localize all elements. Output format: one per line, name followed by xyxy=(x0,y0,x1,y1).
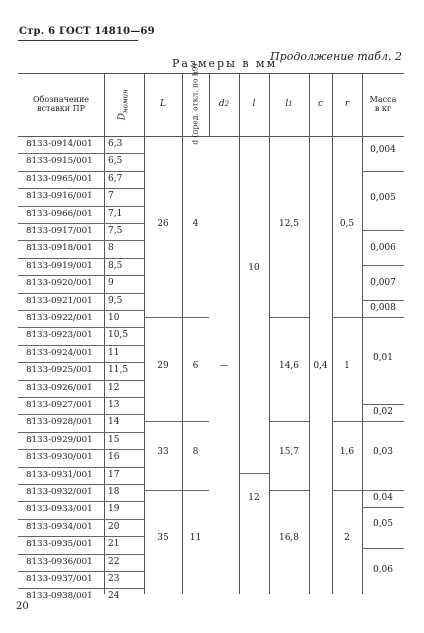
dnom-value: 23 xyxy=(108,574,120,584)
L-value: 33 xyxy=(157,447,169,457)
dnom-value: 15 xyxy=(108,434,120,445)
group-rule xyxy=(144,317,209,318)
designation-cell: 8133-0934/001 xyxy=(26,521,93,532)
col-header-l1: l 1 xyxy=(285,98,293,109)
c-value: 0,4 xyxy=(313,361,328,371)
L-value: 26 xyxy=(157,219,169,229)
designation-cell: 8133-0925/001 xyxy=(26,365,93,376)
designation-cell: 8133-0965/001 xyxy=(26,173,93,184)
designation-cell: 8133-0919/001 xyxy=(26,260,93,271)
designation-cell: 8133-0936/001 xyxy=(26,556,93,567)
mass-rule xyxy=(362,507,404,508)
dnom-cell xyxy=(106,501,142,518)
mass-value: 0,04 xyxy=(372,493,394,503)
mass-rule xyxy=(362,404,404,405)
d-value: 4 xyxy=(192,219,199,229)
dnom-cell xyxy=(106,380,142,397)
mass-value: 0,005 xyxy=(370,193,396,203)
designation-cell: 8133-0935/001 xyxy=(26,539,93,550)
d-value: 8 xyxy=(192,447,199,457)
page-header: Стр. 6 ГОСТ 14810—69 xyxy=(19,26,155,37)
group-rule xyxy=(239,473,269,474)
dnom-cell xyxy=(106,171,142,188)
designation-cell: 8133-0915/001 xyxy=(26,156,93,167)
designation-cell: 8133-0923/001 xyxy=(26,330,93,341)
dnom-value: 22 xyxy=(108,556,120,567)
col-divider xyxy=(332,73,333,594)
dnom-value: 6,7 xyxy=(108,173,123,184)
group-rule xyxy=(269,490,309,491)
designation-cell: 8133-0926/001 xyxy=(26,382,93,393)
dnom-cell xyxy=(106,188,142,205)
d2-value: — xyxy=(219,361,229,371)
col-divider xyxy=(104,73,105,594)
col-header-dnom: $D_{номин}$ xyxy=(117,89,130,120)
col-header-c: c xyxy=(317,98,324,109)
dnom-cell xyxy=(106,554,142,571)
mass-value: 0,06 xyxy=(372,565,394,575)
dnom-cell xyxy=(106,484,142,501)
l1-value: 14,6 xyxy=(278,361,300,371)
dnom-cell xyxy=(106,414,142,431)
dnom-cell xyxy=(106,571,142,588)
group-rule xyxy=(269,421,309,422)
dnom-value: 21 xyxy=(108,539,120,550)
l1-value: 15,7 xyxy=(278,447,300,457)
group-rule xyxy=(332,421,362,422)
designation-cell: 8133-0914/001 xyxy=(26,139,93,149)
l1-value: 16,8 xyxy=(278,533,300,543)
dnom-value: 16 xyxy=(108,452,120,463)
mass-rule xyxy=(362,265,404,266)
designation-cell: 8133-0917/001 xyxy=(26,226,93,236)
dnom-value: 10,5 xyxy=(108,330,129,341)
mass-rule xyxy=(362,548,404,549)
dnom-value: 9,5 xyxy=(108,295,123,306)
dnom-cell xyxy=(106,536,142,553)
dnom-value: 7 xyxy=(108,191,114,202)
dnom-value: 10 xyxy=(108,313,120,323)
r-value: 1 xyxy=(344,361,350,371)
r-value: 1,6 xyxy=(339,447,355,457)
l-value: 10 xyxy=(248,263,260,273)
col-divider xyxy=(144,73,145,594)
dnom-cell xyxy=(106,432,142,449)
L-value: 29 xyxy=(157,361,169,371)
dnom-value: 13 xyxy=(108,400,120,410)
designation-cell: 8133-0938/001 xyxy=(26,591,93,602)
group-rule xyxy=(332,317,362,318)
designation-cell: 8133-0930/001 xyxy=(26,452,93,463)
designation-cell: 8133-0931/001 xyxy=(26,469,93,480)
mass-rule xyxy=(362,171,404,172)
dnom-cell xyxy=(106,240,142,257)
mass-rule xyxy=(362,490,404,491)
designation-cell: 8133-0932/001 xyxy=(26,487,93,497)
dnom-cell xyxy=(106,136,142,153)
dnom-value: 7,1 xyxy=(108,208,123,219)
mass-value: 0,02 xyxy=(372,407,394,417)
dnom-cell xyxy=(106,362,142,379)
col-header-r: r xyxy=(344,98,350,109)
designation-cell: 8133-0916/001 xyxy=(26,191,93,202)
dnom-cell xyxy=(106,206,142,223)
designation-cell: 8133-0937/001 xyxy=(26,574,93,584)
mass-value: 0,03 xyxy=(372,447,394,457)
d-value: 11 xyxy=(189,533,202,543)
l-value: 12 xyxy=(248,493,260,503)
designation-cell: 8133-0966/001 xyxy=(26,208,93,219)
dnom-cell xyxy=(106,397,142,414)
mass-rule xyxy=(362,317,404,318)
dnom-value: 7,5 xyxy=(108,226,123,236)
dnom-value: 19 xyxy=(108,504,120,515)
dnom-value: 8 xyxy=(108,243,114,254)
mass-rule xyxy=(362,300,404,301)
col-header-designation: Обозначение вставки ПР xyxy=(32,94,90,113)
col-header-L: L xyxy=(160,98,166,109)
page-number: 20 xyxy=(16,601,29,612)
col-header-mass: Масса в кг xyxy=(369,94,397,113)
l1-value: 12,5 xyxy=(278,219,300,229)
designation-cell: 8133-0928/001 xyxy=(26,417,93,428)
group-rule xyxy=(144,490,209,491)
dnom-value: 14 xyxy=(108,417,120,428)
group-rule xyxy=(144,421,209,422)
dnom-cell xyxy=(106,588,142,605)
dnom-cell xyxy=(106,449,142,466)
dnom-cell xyxy=(106,258,142,275)
mass-value: 0,008 xyxy=(370,303,396,313)
designation-cell: 8133-0921/001 xyxy=(26,295,93,306)
mass-rule xyxy=(362,230,404,231)
dnom-value: 11 xyxy=(108,347,120,358)
r-value: 0,5 xyxy=(339,219,355,229)
designation-cell: 8133-0929/001 xyxy=(26,434,93,445)
dnom-value: 18 xyxy=(108,487,120,497)
dnom-value: 6,5 xyxy=(108,156,123,167)
d-value: 6 xyxy=(192,361,199,371)
col-divider xyxy=(269,73,270,594)
dnom-value: 9 xyxy=(108,278,114,289)
mass-value: 0,01 xyxy=(372,353,394,363)
dnom-cell xyxy=(106,275,142,292)
dnom-cell xyxy=(106,519,142,536)
dnom-value: 17 xyxy=(108,469,120,480)
dnom-value: 8,5 xyxy=(108,260,123,271)
dnom-value: 11,5 xyxy=(108,365,129,376)
col-header-d2: d 2 xyxy=(218,98,230,109)
dnom-cell xyxy=(106,345,142,362)
mass-value: 0,004 xyxy=(370,145,396,155)
group-rule xyxy=(332,490,362,491)
dnom-value: 20 xyxy=(108,521,120,532)
designation-cell: 8133-0918/001 xyxy=(26,243,93,254)
group-rule xyxy=(269,317,309,318)
r-value: 2 xyxy=(344,533,350,543)
dnom-value: 12 xyxy=(108,382,120,393)
mass-value: 0,05 xyxy=(372,519,394,529)
dnom-cell xyxy=(106,223,142,240)
dnom-cell xyxy=(106,310,142,327)
col-header-d-tolerance: d (пред. откл. по h9) xyxy=(190,63,200,146)
col-divider xyxy=(209,73,210,136)
col-header-l: l xyxy=(252,98,256,109)
designation-cell: 8133-0920/001 xyxy=(26,278,93,289)
dimension-caption: Размеры в мм xyxy=(172,57,278,70)
header-rule xyxy=(18,40,138,41)
designation-cell: 8133-0933/001 xyxy=(26,504,93,515)
dnom-cell xyxy=(106,153,142,170)
mass-value: 0,006 xyxy=(370,243,396,253)
dnom-cell xyxy=(106,327,142,344)
dnom-value: 6,3 xyxy=(108,139,123,149)
dnom-value: 24 xyxy=(108,591,120,602)
designation-cell: 8133-0927/001 xyxy=(26,400,93,410)
table-continuation-note: Продолжение табл. 2 xyxy=(270,50,402,63)
designation-cell: 8133-0924/001 xyxy=(26,347,93,358)
L-value: 35 xyxy=(157,533,169,543)
dnom-cell xyxy=(106,293,142,310)
designation-cell: 8133-0922/001 xyxy=(26,313,93,323)
dnom-cell xyxy=(106,467,142,484)
mass-value: 0,007 xyxy=(370,278,396,288)
col-divider xyxy=(239,73,240,594)
col-divider xyxy=(182,73,183,594)
col-divider xyxy=(309,73,310,594)
mass-rule xyxy=(362,421,404,422)
